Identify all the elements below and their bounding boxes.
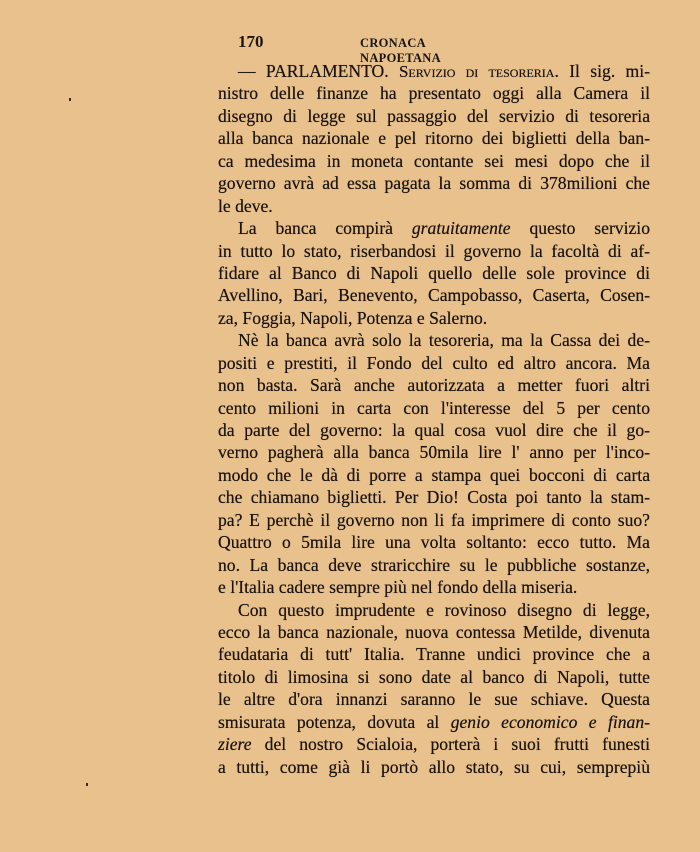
article-text (218, 60, 650, 778)
text-span: che chiamano biglietti. Per Dio! Costa poi tanto la stam- (218, 487, 650, 508)
text-line (218, 240, 650, 262)
text-line (218, 195, 650, 217)
text-span: in tutto lo stato, riserbandosi il governo la facoltà di af- (218, 240, 650, 261)
text-line (218, 509, 650, 531)
text-span: positi e prestiti, il Fondo del culto ed altro ancora. Ma (218, 352, 650, 373)
small-caps-heading: Servizio di tesoreria (398, 62, 555, 81)
text-line (218, 352, 650, 374)
text-line (218, 374, 650, 396)
text-line (218, 441, 650, 463)
text-span: le deve. (218, 195, 273, 216)
text-span: disegno di legge sul passaggio del servizio di tesoreria (218, 105, 650, 126)
text-span: e l'Italia cadere sempre più nel fondo della miseria. (218, 577, 578, 598)
text-span: Quattro o 5mila lire una volta soltanto: ecco tutto. Ma (218, 532, 650, 553)
text-span: . Il sig. mi- (554, 61, 650, 81)
text-line (218, 307, 650, 329)
text-span: cento milioni in carta con l'interesse del 5 per cento (218, 397, 650, 418)
text-line (218, 599, 650, 621)
italic-text: genio economico e finan- (450, 711, 650, 732)
text-line (218, 666, 650, 688)
text-span: titolo di limosina si sono date al banco di Napoli, tutte (218, 666, 650, 687)
text-span: a tutti, come già li portò allo stato, su cui, semprepiù (218, 756, 650, 777)
text-span: verno pagherà alla banca 50mila lire l' anno per l'inco- (218, 442, 650, 463)
text-line (218, 329, 650, 351)
text-span: fidare al Banco di Napoli quello delle sole province di (218, 262, 650, 283)
page-number: 170 (238, 32, 264, 51)
text-span: del nostro Scialoia, porterà i suoi frutti funesti (251, 734, 650, 755)
text-line (218, 172, 650, 194)
italic-text: ziere (218, 734, 252, 755)
text-line (218, 217, 650, 239)
text-line (218, 262, 650, 284)
text-span: pa? E perchè il governo non li fa imprimere di conto suo? (218, 509, 650, 530)
text-line (218, 419, 650, 441)
text-line (218, 464, 650, 486)
running-title: CRONACA NAPOETANA (360, 36, 441, 65)
text-line (218, 397, 650, 419)
text-span: za, Foggia, Napoli, Potenza e Salerno. (218, 307, 488, 328)
text-span: — PARLAMENTO. (238, 61, 399, 81)
text-span: modo che le dà di porre a stampa quei bocconi di carta (218, 464, 650, 485)
text-line (218, 486, 650, 508)
text-span: questo servizio (510, 218, 650, 239)
text-span: non basta. Sarà anche autorizzata a metter fuori altri (218, 375, 650, 396)
text-line (218, 576, 650, 598)
scan-speck (86, 783, 88, 786)
text-span: smisurata potenza, dovuta al (218, 711, 451, 732)
text-line (218, 105, 650, 127)
text-line (218, 621, 650, 643)
text-line (218, 643, 650, 665)
text-span: ecco la banca nazionale, nuova contessa Metilde, divenuta (218, 621, 650, 642)
text-line (218, 127, 650, 149)
text-line (218, 60, 650, 82)
scan-speck (69, 98, 71, 101)
italic-text: gratuitamente (411, 218, 511, 239)
text-span: le altre d'ora innanzi saranno le sue schiave. Questa (218, 689, 650, 710)
page-header (238, 32, 508, 65)
text-span: ca medesima in moneta contante sei mesi dopo che il (218, 150, 650, 171)
text-span: Con questo imprudente e rovinoso disegno di legge, (238, 599, 650, 620)
text-line (218, 554, 650, 576)
text-line (218, 733, 650, 755)
text-line (218, 711, 650, 733)
text-line (218, 284, 650, 306)
text-span: no. La banca deve straricchire su le pubbliche sostanze, (218, 554, 650, 575)
text-line (218, 82, 650, 104)
text-span: Avellino, Bari, Benevento, Campobasso, Caserta, Cosen- (218, 285, 650, 306)
text-span: feudataria di tutt' Italia. Tranne undici province che a (218, 644, 650, 665)
text-span: alla banca nazionale e pel ritorno dei biglietti della ban- (218, 128, 650, 149)
text-span: governo avrà ad essa pagata la somma di 378milioni che (218, 173, 650, 194)
text-line (218, 150, 650, 172)
text-line (218, 531, 650, 553)
text-line (218, 688, 650, 710)
text-span: da parte del governo: la qual cosa vuol dire che il go- (218, 420, 650, 440)
text-line (218, 756, 650, 778)
text-span: nistro delle finanze ha presentato oggi alla Camera il (218, 83, 650, 104)
text-span: Nè la banca avrà solo la tesoreria, ma la Cassa dei de- (238, 330, 650, 351)
text-span: La banca compirà (238, 218, 412, 239)
